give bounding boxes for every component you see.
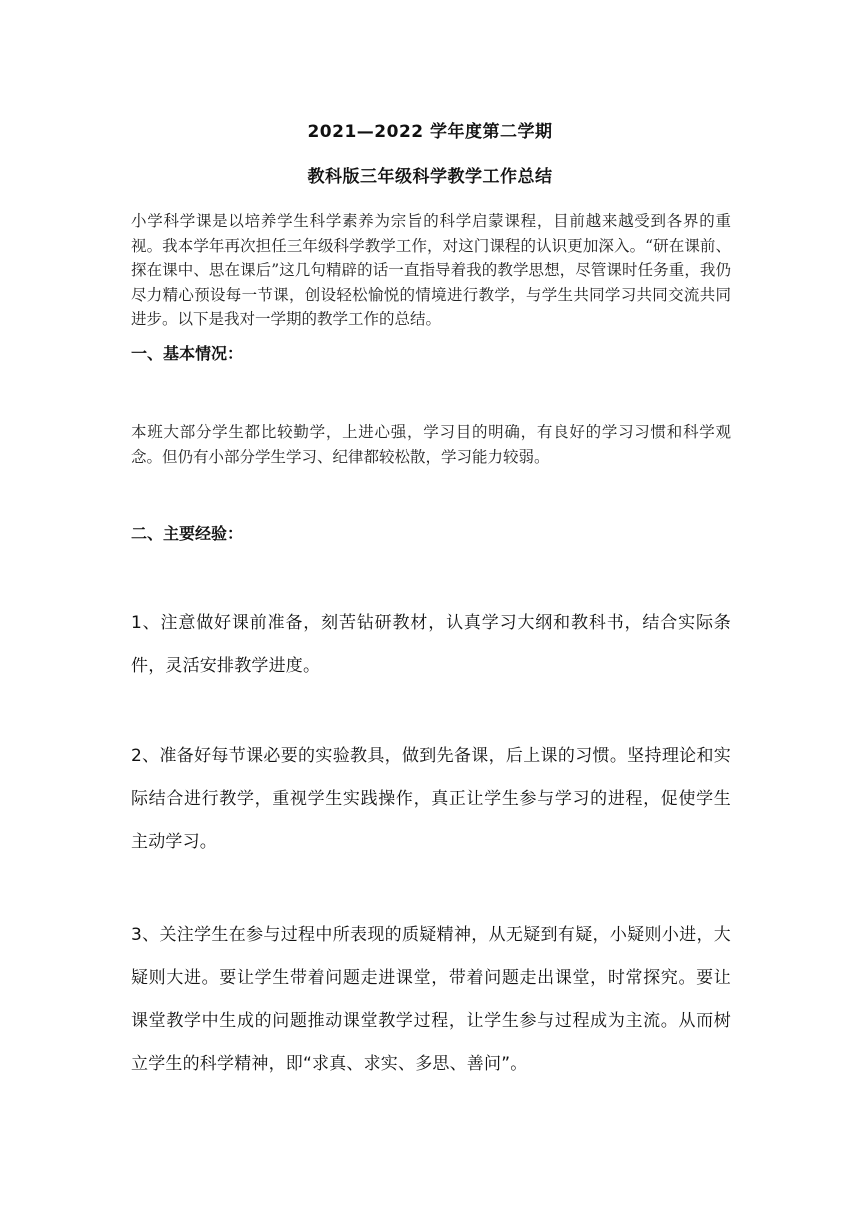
document-title-line-1: 2021—2022 学年度第二学期 — [307, 122, 553, 142]
document-title-line-2: 教科版三年级科学教学工作总结 — [307, 167, 553, 187]
section-heading-basic-situation: 一、基本情况： — [131, 344, 244, 363]
experience-item-1: 1、注意做好课前准备，刻苦钻研教材，认真学习大纲和教科书，结合实际条件，灵活安排教学进度。 — [131, 613, 731, 676]
basic-situation-paragraph: 本班大部分学生都比较勤学，上进心强，学习目的明确，有良好的学习习惯和科学观念。但仍有小部分学生学习、纪律都较松散，学习能力较弱。 — [131, 423, 731, 466]
experience-item-2: 2、准备好每节课必要的实验教具，做到先备课，后上课的习惯。坚持理论和实际结合进行教学，重视学生实践操作，真正让学生参与学习的进程，促使学生主动学习。 — [131, 746, 731, 852]
intro-paragraph: 小学科学课是以培养学生科学素养为宗旨的科学启蒙课程，目前越来越受到各界的重视。我本学年再次担任三年级科学教学工作，对这门课程的认识更加深入。“研在课前、探在课中、思在课后”这几句精辟的话一直指导着我的教学思想，尽管课时任务重，我仍尽力精心预设每一节课，创设轻松愉悦的情境进行教学，与学生共同学习共同交流共同进步。以下是我对一学期的教学工作的总结。 — [131, 212, 731, 328]
section-heading-main-experience: 二、主要经验： — [131, 524, 244, 543]
experience-item-3: 3、关注学生在参与过程中所表现的质疑精神，从无疑到有疑，小疑则小进，大疑则大进。要让学生带着问题走进课堂，带着问题走出课堂，时常探究。要让课堂教学中生成的问题推动课堂教学过程，让学生参与过程成为主流。从而树立学生的科学精神，即“求真、求实、多思、善问”。 — [131, 925, 731, 1074]
